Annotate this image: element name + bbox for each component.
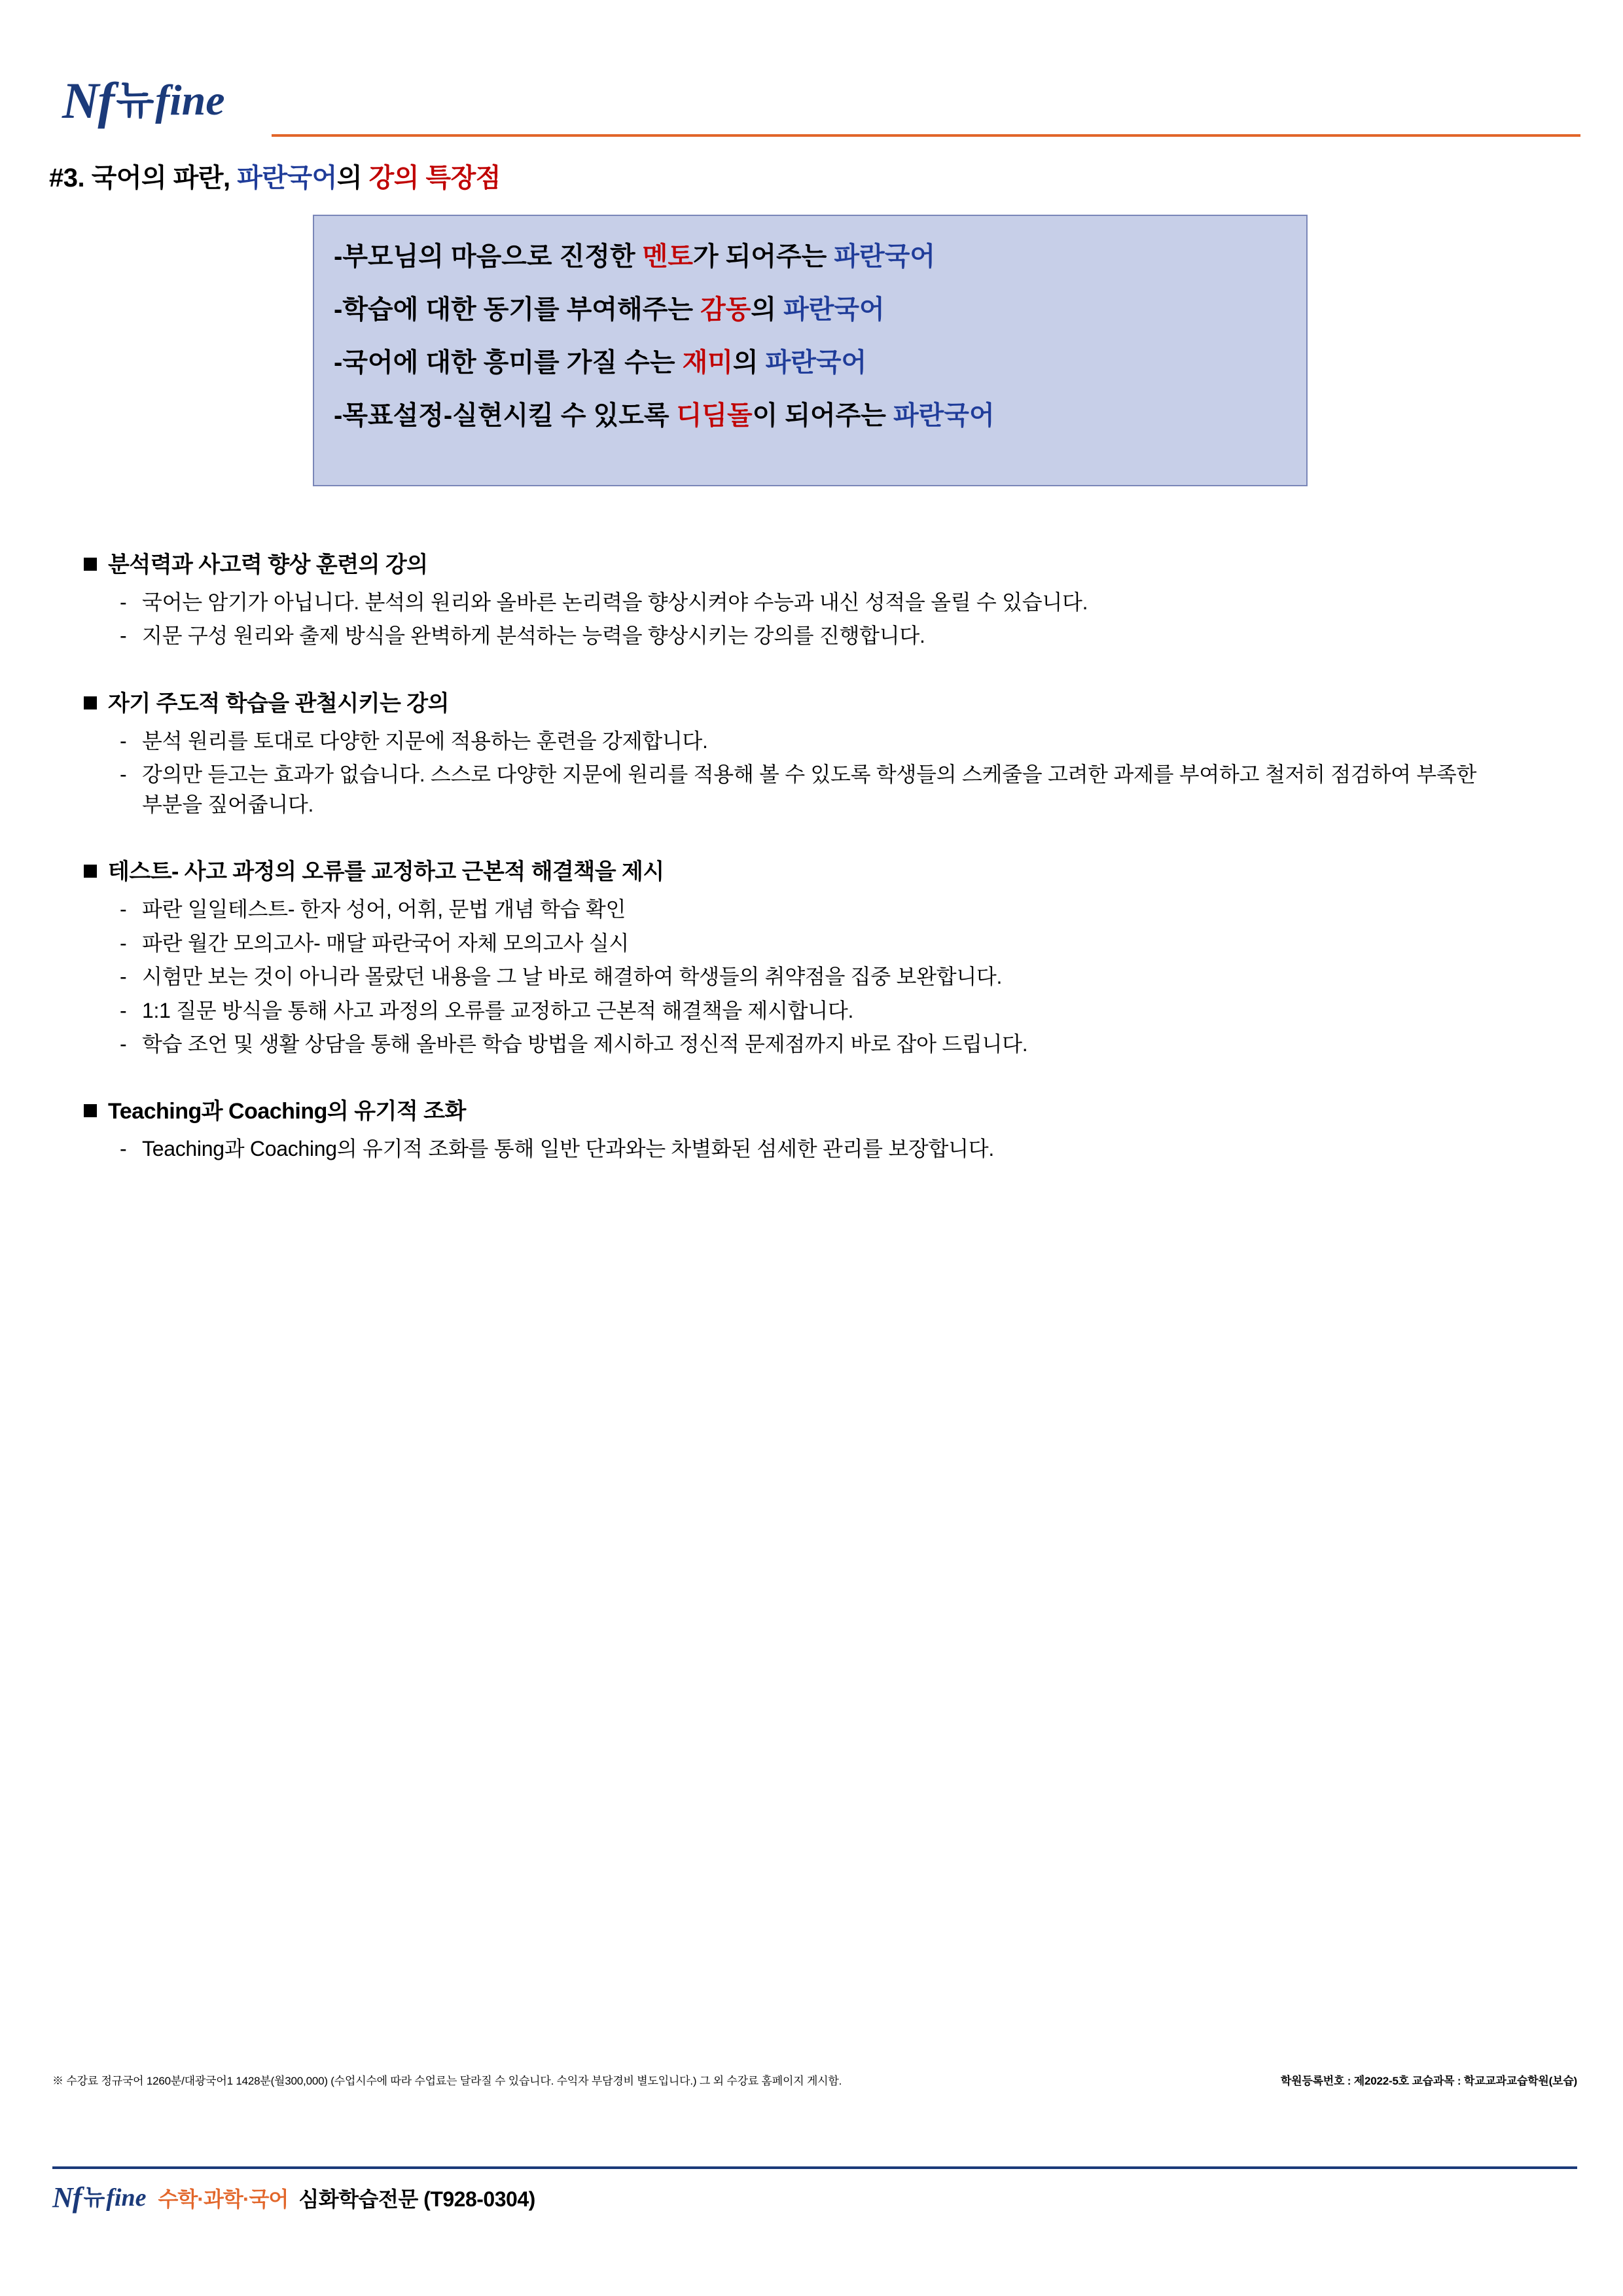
- section-heading: [84, 685, 1623, 717]
- dash-bullet-icon: -: [120, 1031, 127, 1056]
- dash-bullet-icon: -: [120, 728, 127, 753]
- callout-line: [334, 350, 1306, 376]
- callout-segment: 가 되어주는: [692, 242, 834, 271]
- content-body: [0, 547, 1623, 1198]
- list-item-text: 분석 원리를 토대로 다양한 지문에 적용하는 훈련을 강제합니다.: [142, 728, 708, 753]
- callout-line: [334, 403, 1306, 429]
- dash-bullet-icon: -: [120, 590, 127, 614]
- dash-bullet-icon: -: [120, 624, 127, 648]
- page-header: [0, 0, 1623, 157]
- callout-segment: -목표설정-실현시킬 수 있도록: [334, 401, 677, 430]
- page-footer: [52, 2183, 535, 2213]
- footer-divider: [52, 2166, 1577, 2169]
- list-item: [120, 962, 1481, 992]
- list-item-text: 파란 월간 모의고사- 매달 파란국어 자체 모의고사 실시: [142, 931, 629, 955]
- footnote: [52, 2072, 1577, 2088]
- section-heading-label: 분석력과 사고력 향상 훈련의 강의: [108, 552, 428, 577]
- square-bullet-icon: [84, 558, 97, 571]
- list-item-text: 파란 일일테스트- 한자 성어, 어휘, 문법 개념 학습 확인: [142, 897, 626, 922]
- page-title-brand: 파란국어: [237, 164, 337, 192]
- list-item-text: 1:1 질문 방식을 통해 사고 과정의 오류를 교정하고 근본적 해결책을 제시합니다.: [142, 998, 854, 1022]
- dash-bullet-icon: -: [120, 931, 127, 955]
- callout-segment: 파란국어: [765, 348, 867, 377]
- content-section: [0, 547, 1623, 651]
- dash-bullet-icon: -: [120, 897, 127, 922]
- section-heading-label: 테스트- 사고 과정의 오류를 교정하고 근본적 해결책을 제시: [108, 859, 664, 885]
- dash-bullet-icon: -: [120, 762, 127, 787]
- logo-english-text: fine: [155, 77, 225, 124]
- list-item-text: 지문 구성 원리와 출제 방식을 완벽하게 분석하는 능력을 향상시키는 강의를 진행합니다.: [142, 624, 925, 648]
- list-item-text: 학습 조언 및 생활 상담을 통해 올바른 학습 방법을 제시하고 정신적 문제점까지 바로 잡아 드립니다.: [142, 1031, 1028, 1056]
- list-item: [120, 1134, 1481, 1164]
- footnote-registration-number: 학원등록번호 : 제2022-5호 교습과목 : 학교교과교습학원(보습): [1280, 2075, 1577, 2087]
- footer-tagline: 심화학습전문 (T928-0304): [298, 2187, 535, 2211]
- callout-segment: 파란국어: [834, 242, 935, 271]
- callout-segment: 감동: [700, 295, 751, 324]
- callout-segment: -부모님의 마음으로 진정한: [334, 242, 643, 271]
- footer-subjects: 수학·과학·국어: [158, 2187, 289, 2211]
- footer-logo-english-text: fine: [106, 2184, 147, 2212]
- list-item-text: Teaching과 Coaching의 유기적 조화를 통해 일반 단과와는 차별화된 섬세한 관리를 보장합니다.: [142, 1137, 994, 1161]
- list-item-text: 국어는 암기가 아닙니다. 분석의 원리와 올바른 논리력을 향상시켜야 수능과 내신 성적을 올릴 수 있습니다.: [142, 590, 1088, 614]
- page-title-highlight: 강의 특장점: [368, 164, 501, 192]
- content-section: [0, 685, 1623, 819]
- list-item: [120, 588, 1481, 617]
- footer-logo-korean-text: 뉴: [83, 2185, 105, 2210]
- highlight-callout-box: [313, 215, 1308, 486]
- list-item: [120, 621, 1481, 651]
- list-item: [120, 996, 1481, 1026]
- content-section: [0, 1093, 1623, 1164]
- page-title: [49, 157, 501, 194]
- list-item: [120, 929, 1481, 958]
- section-heading-label: 자기 주도적 학습을 관철시키는 강의: [108, 691, 449, 716]
- callout-segment: -국어에 대한 흥미를 가질 수는: [334, 348, 683, 377]
- callout-segment: 파란국어: [893, 401, 995, 430]
- content-section: [0, 853, 1623, 1059]
- callout-line: [334, 243, 1306, 270]
- callout-segment: 이 되어주는: [752, 401, 894, 430]
- section-heading: [84, 1093, 1623, 1125]
- brand-logo: [62, 72, 225, 129]
- square-bullet-icon: [84, 1104, 97, 1117]
- dash-bullet-icon: -: [120, 1137, 127, 1161]
- list-item-text: 강의만 듣고는 효과가 없습니다. 스스로 다양한 지문에 원리를 적용해 볼 수 있도록 학생들의 스케줄을 고려한 과제를 부여하고 철저히 점검하여 부족한 부분을 짚어줍니다.: [142, 762, 1477, 816]
- header-divider: [272, 134, 1580, 137]
- square-bullet-icon: [84, 865, 97, 878]
- callout-segment: 재미: [682, 348, 733, 377]
- footer-logo-mark: Nf: [52, 2181, 82, 2214]
- list-item-text: 시험만 보는 것이 아니라 몰랐던 내용을 그 날 바로 해결하여 학생들의 취약점을 집중 보완합니다.: [142, 965, 1003, 989]
- list-item: [120, 895, 1481, 924]
- logo-korean-text: 뉴: [116, 79, 154, 122]
- dash-bullet-icon: -: [120, 965, 127, 989]
- callout-segment: 파란국어: [783, 295, 885, 324]
- callout-segment: 멘토: [642, 242, 693, 271]
- square-bullet-icon: [84, 696, 97, 709]
- callout-segment: 디딤돌: [676, 401, 753, 430]
- list-item: [120, 760, 1481, 819]
- section-heading: [84, 547, 1623, 579]
- logo-mark: Nf: [62, 72, 114, 129]
- section-heading-label: Teaching과 Coaching의 유기적 조화: [108, 1099, 466, 1124]
- list-item: [120, 1030, 1481, 1059]
- callout-line: [334, 296, 1306, 323]
- page-title-prefix: #3. 국어의 파란,: [49, 164, 238, 192]
- dash-bullet-icon: -: [120, 998, 127, 1022]
- callout-segment: 의: [732, 348, 766, 377]
- callout-segment: 의: [751, 295, 784, 324]
- footnote-tuition-note: ※ 수강료 정규국어 1260분/대광국어1 1428분(월300,000) (수업시수에 따라 수업료는 달라질 수 있습니다. 수익자 부담경비 별도입니다.) 그 외 수강료 홈페이지 게시함.: [52, 2075, 842, 2087]
- page-title-mid: 의: [336, 164, 369, 192]
- section-heading: [84, 853, 1623, 886]
- callout-segment: -학습에 대한 동기를 부여해주는: [334, 295, 701, 324]
- list-item: [120, 726, 1481, 756]
